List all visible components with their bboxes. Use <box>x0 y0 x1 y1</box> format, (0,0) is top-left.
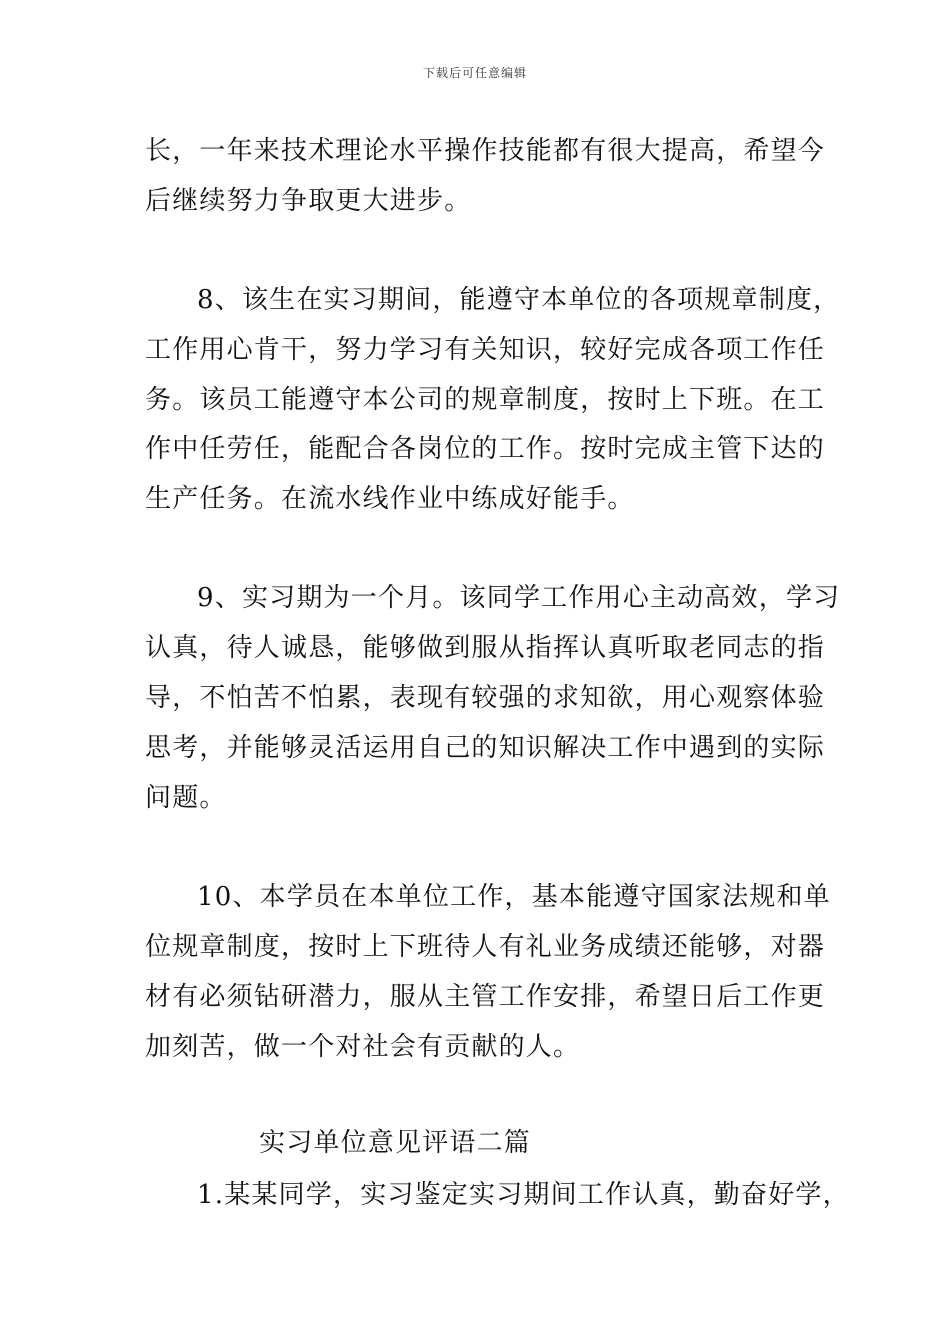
paragraph-line: 认真，待人诚恳，能够做到服从指挥认真听取老同志的指 <box>145 633 826 663</box>
paragraph-line: 8、该生在实习期间，能遵守本单位的各项规章制度， <box>197 285 841 315</box>
section-title: 实习单位意见评语二篇 <box>259 1128 532 1158</box>
paragraph-line: 10、本学员在本单位工作，基本能遵守国家法规和单 <box>197 882 831 912</box>
paragraph-line: 加刻苦，做一个对社会有贡献的人。 <box>145 1032 581 1062</box>
paragraph-line: 工作用心肯干，努力学习有关知识，较好完成各项工作任 <box>145 335 826 365</box>
paragraph-line: 思考，并能够灵活运用自己的知识解决工作中遇到的实际 <box>145 733 826 763</box>
paragraph-line: 长，一年来技术理论水平操作技能都有很大提高，希望今 <box>145 136 826 166</box>
paragraph-line: 1.某某同学，实习鉴定实习期间工作认真，勤奋好学， <box>197 1180 850 1210</box>
paragraph-line: 问题。 <box>145 783 227 813</box>
paragraph-line: 材有必须钻研潜力，服从主管工作安排，希望日后工作更 <box>145 982 826 1012</box>
paragraph-line: 务。该员工能遵守本公司的规章制度，按时上下班。在工 <box>145 385 826 415</box>
paragraph-line: 位规章制度，按时上下班待人有礼业务成绩还能够，对器 <box>145 932 826 962</box>
paragraph-line: 作中任劳任，能配合各岗位的工作。按时完成主管下达的 <box>145 434 826 464</box>
paragraph-line: 后继续努力争取更大进步。 <box>145 186 472 216</box>
paragraph-line: 生产任务。在流水线作业中练成好能手。 <box>145 484 635 514</box>
page-header: 下载后可任意编辑 <box>422 66 527 80</box>
paragraph-line: 导，不怕苦不怕累，表现有较强的求知欲，用心观察体验 <box>145 683 826 713</box>
paragraph-line: 9、实习期为一个月。该同学工作用心主动高效，学习 <box>197 583 841 613</box>
